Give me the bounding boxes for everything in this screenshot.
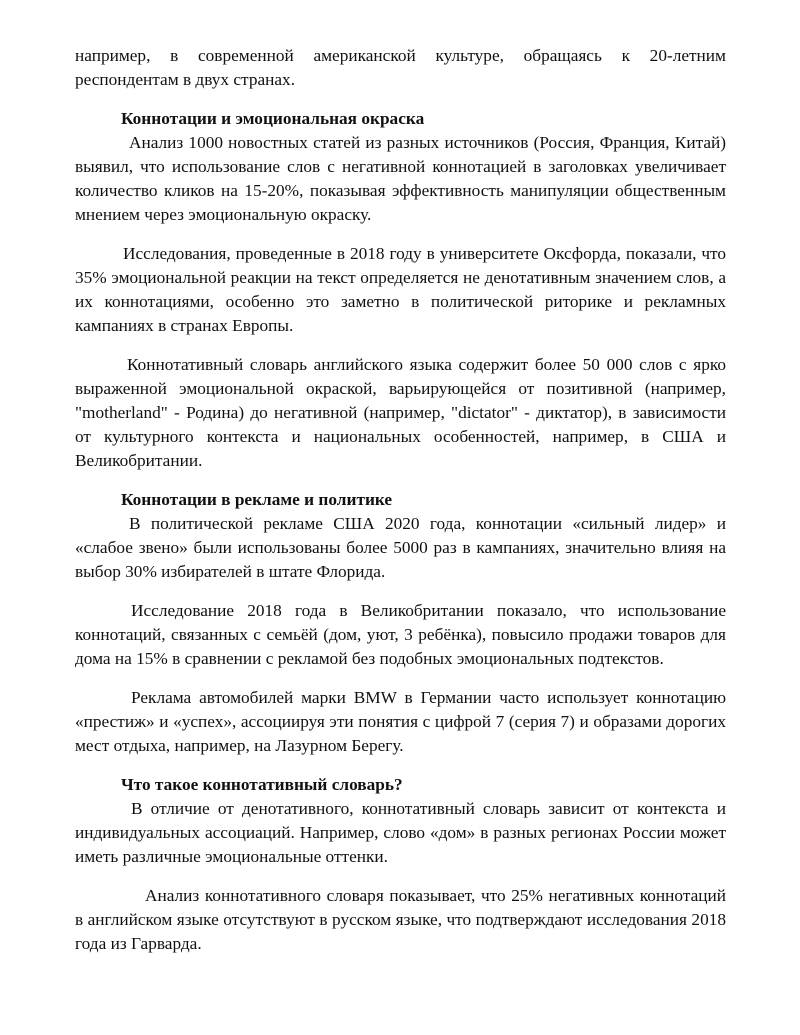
- paragraph-denotative-vs-connotative: В отличие от денотативного, коннотативный словарь зависит от контекста и индивидуальных ассоциаций. Например, слово «дом» в разных регионах России может иметь различные эмоциональные оттенки.: [75, 799, 726, 866]
- heading-advertising-politics: Коннотации в рекламе и политике: [121, 490, 393, 509]
- paragraph-bmw-ads: Реклама автомобилей марки BMW в Германии часто использует коннотацию «престиж» и «успех», ассоциируя эти понятия с цифрой 7 (серия 7) и образами дорогих мест отдыха, например, на Лазурном Берегу.: [75, 688, 726, 755]
- paragraph-intro-continuation: например, в современной американской культуре, обращаясь к 20-летним респондентам в двух странах.: [75, 46, 726, 89]
- document-page: [75, 44, 726, 956]
- paragraph-uk-study: Исследование 2018 года в Великобритании показало, что использование коннотаций, связанных с семьёй (дом, уют, 3 ребёнка), повысило продажи товаров для дома на 15% в сравнении с рекламой без подобных эмоциональных подтекстов.: [75, 601, 726, 668]
- heading-what-is-dictionary: Что такое коннотативный словарь?: [121, 775, 403, 794]
- paragraph-harvard-study: Анализ коннотативного словаря показывает, что 25% негативных коннотаций в английском языке отсутствуют в русском языке, что подтверждают исследования 2018 года из Гарварда.: [75, 886, 726, 953]
- paragraph-oxford-study: Исследования, проведенные в 2018 году в университете Оксфорда, показали, что 35% эмоциональной реакции на текст определяется не денотативным значением слов, а их коннотациями, особенно это заметно в политической риторике и рекламных кампаниях в странах Европы.: [75, 244, 726, 335]
- paragraph-english-dictionary: Коннотативный словарь английского языка содержит более 50 000 слов с ярко выраженной эмоциональной окраской, варьирующейся от позитивной (например, "motherland" - Родина) до негативной (например, "dictator" - диктатор), в зависимости от культурного контекста и национальных особенностей, например, в США и Великобритании.: [75, 355, 726, 470]
- paragraph-us-political-ads: В политической рекламе США 2020 года, коннотации «сильный лидер» и «слабое звено» были использованы более 5000 раз в кампаниях, значительно влияя на выбор 30% избирателей в штате Флорида.: [75, 514, 726, 581]
- heading-connotations-emotional: Коннотации и эмоциональная окраска: [121, 109, 425, 128]
- paragraph-news-analysis: Анализ 1000 новостных статей из разных источников (Россия, Франция, Китай) выявил, что использование слов с негативной коннотацией в заголовках увеличивает количество кликов на 15-20%, показывая эффективность манипуляции общественным мнением через эмоциональную окраску.: [75, 133, 726, 224]
